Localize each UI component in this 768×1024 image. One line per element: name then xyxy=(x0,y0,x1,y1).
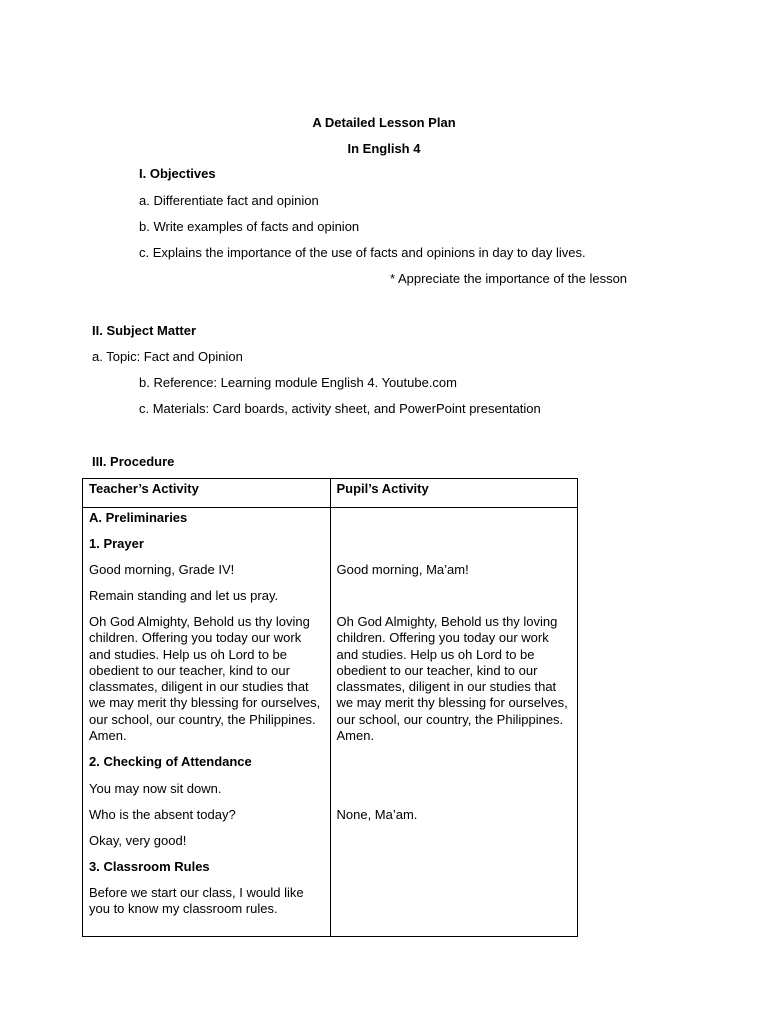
teacher-activity-header: Teacher’s Activity xyxy=(83,479,331,508)
pupil-activity-cell xyxy=(330,508,578,937)
objectives-heading: I. Objectives xyxy=(139,166,216,181)
teacher-sit: You may now sit down. xyxy=(89,781,222,796)
teacher-rules: Before we start our class, I would like you to know my classroom rules. xyxy=(89,885,304,917)
teacher-stand: Remain standing and let us pray. xyxy=(89,588,279,603)
procedure-table xyxy=(82,478,578,937)
subject-topic: a. Topic: Fact and Opinion xyxy=(92,349,243,364)
objective-a: a. Differentiate fact and opinion xyxy=(139,193,319,208)
pupil-absent-answer: None, Ma’am. xyxy=(336,807,418,822)
teacher-greeting: Good morning, Grade IV! xyxy=(89,562,235,577)
preliminaries-heading: A. Preliminaries xyxy=(89,510,188,525)
attendance-heading: 2. Checking of Attendance xyxy=(89,754,252,769)
prayer-heading: 1. Prayer xyxy=(89,536,144,551)
subject-materials: c. Materials: Card boards, activity sheet, and PowerPoint presentation xyxy=(139,401,541,416)
teacher-good: Okay, very good! xyxy=(89,833,187,848)
subject-matter-heading: II. Subject Matter xyxy=(92,323,197,338)
subject-reference: b. Reference: Learning module English 4. Youtube.com xyxy=(139,375,457,390)
pupil-greeting: Good morning, Ma’am! xyxy=(336,562,469,577)
teacher-activity-cell xyxy=(83,508,331,937)
table-header-row xyxy=(83,479,578,508)
pupil-activity-header: Pupil’s Activity xyxy=(330,479,578,508)
objective-extra: * Appreciate the importance of the lesson xyxy=(390,271,628,286)
pupil-prayer: Oh God Almighty, Behold us thy loving children. Offering you today our work and studies. Help us oh Lord to be obedient to our teacher, kind to our classmates, diligent in our studies that we may merit thy blessing for ourselves, our school, our country, the Philippines. Amen. xyxy=(336,614,568,744)
document-title: A Detailed Lesson Plan xyxy=(312,115,456,130)
document-subtitle: In English 4 xyxy=(347,141,421,156)
objective-b: b. Write examples of facts and opinion xyxy=(139,219,360,234)
teacher-prayer: Oh God Almighty, Behold us thy loving children. Offering you today our work and studies. Help us oh Lord to be obedient to our teacher, kind to our classmates, diligent in our studies that we may merit thy blessing for ourselves, our school, our country, the Philippines. Amen. xyxy=(89,614,321,744)
table-row xyxy=(83,508,578,937)
teacher-absent-question: Who is the absent today? xyxy=(89,807,236,822)
procedure-heading: III. Procedure xyxy=(92,454,175,469)
rules-heading: 3. Classroom Rules xyxy=(89,859,210,874)
objective-c: c. Explains the importance of the use of facts and opinions in day to day lives. xyxy=(139,245,586,260)
